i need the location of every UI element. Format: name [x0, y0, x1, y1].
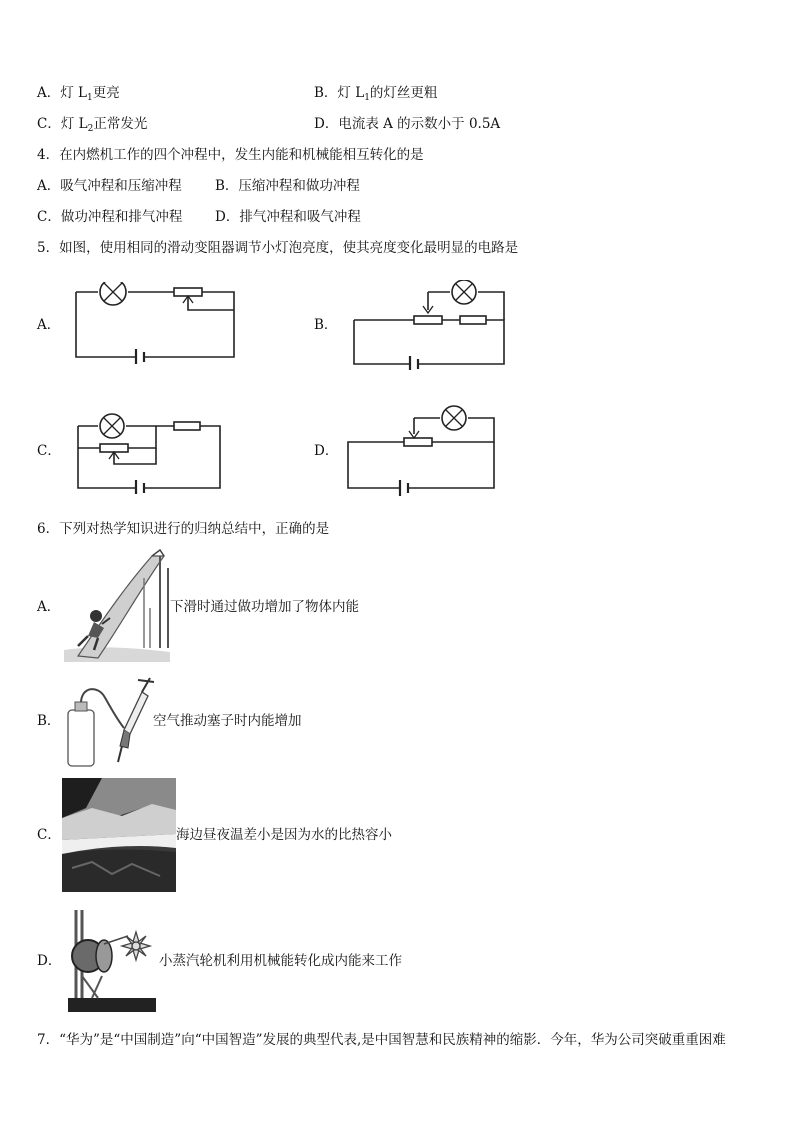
q3-option-b: B．灯 $L_1$的灯丝更粗	[314, 85, 438, 103]
q6-stem: 6．下列对热学知识进行的归纳总结中，正确的是	[37, 521, 330, 537]
q5-option-b-label: B．	[314, 317, 338, 333]
circuit-c-diagram	[70, 412, 228, 494]
q4-option-d: D．排气冲程和吸气冲程	[215, 209, 361, 225]
q5-stem: 5．如图，使用相同的滑动变阻器调节小灯泡亮度，使其亮度变化最明显的电路是	[37, 240, 519, 256]
pump-bottle-photo	[64, 672, 156, 770]
q7-stem: 7．“华为”是“中国制造”向“中国智造”发展的典型代表,是中国智慧和民族精神的缩影．今年，华为公司突破重重困难	[37, 1032, 726, 1048]
q5-option-d-label: D．	[314, 443, 339, 459]
q4-option-b: B．压缩冲程和做功冲程	[215, 178, 360, 194]
q3-option-c: C．灯 $L_2$正常发光	[37, 116, 148, 134]
q6-option-b-label: B．	[37, 713, 61, 729]
q3-option-a: A．灯 $L_1$更亮	[37, 85, 120, 103]
q3-option-d: D．电流表 A 的示数小于 0.5A	[314, 116, 501, 132]
q4-option-c: C．做功冲程和排气冲程	[37, 209, 183, 225]
q6-option-d-label: D．	[37, 953, 62, 969]
circuit-a-diagram	[70, 282, 242, 364]
q6-option-a-label: A．	[37, 599, 61, 615]
circuit-b-diagram	[348, 280, 510, 370]
q4-stem: 4．在内燃机工作的四个冲程中，发生内能和机械能相互转化的是	[37, 147, 424, 163]
q6-option-c-label: C．	[37, 827, 61, 843]
circuit-d-diagram	[342, 404, 502, 496]
q4-option-a: A．吸气冲程和压缩冲程	[37, 178, 182, 194]
q6-option-d-caption: 小蒸汽轮机利用机械能转化成内能来工作	[159, 953, 402, 969]
q5-option-c-label: C．	[37, 443, 61, 459]
q6-option-a-caption: 下滑时通过做功增加了物体内能	[170, 599, 359, 615]
seaside-photo	[62, 778, 176, 892]
steam-turbine-photo	[62, 906, 160, 1014]
q5-option-a-label: A．	[37, 317, 61, 333]
q6-option-b-caption: 空气推动塞子时内能增加	[153, 713, 302, 729]
q6-option-c-caption: 海边昼夜温差小是因为水的比热容小	[176, 827, 392, 843]
slide-photo	[64, 548, 170, 662]
